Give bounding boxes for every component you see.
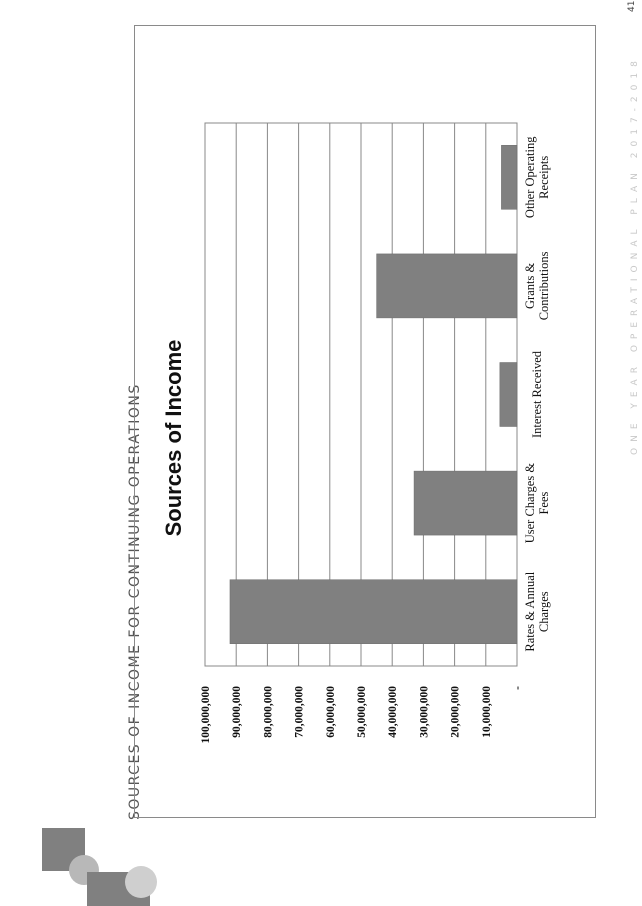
category-label: Charges: [537, 591, 551, 633]
category-label: Receipts: [537, 155, 551, 199]
category-label: Interest Received: [530, 350, 544, 439]
y-tick-label: -: [512, 686, 524, 690]
bar: [500, 363, 517, 427]
chart-title: Sources of Income: [161, 339, 186, 537]
y-tick-label: 40,000,000: [387, 686, 400, 738]
y-tick-label: 100,000,000: [200, 686, 212, 744]
page-number: 41: [627, 0, 637, 12]
bar: [414, 471, 517, 535]
y-tick-label: 10,000,000: [480, 686, 493, 738]
y-tick-label: 80,000,000: [262, 686, 275, 738]
category-label: Rates & Annual: [523, 571, 537, 652]
y-tick-label: 60,000,000: [324, 686, 337, 738]
page-footer: ONE YEAR OPERATIONAL PLAN 2017-2018: [630, 55, 640, 455]
y-tick-label: 50,000,000: [356, 686, 368, 738]
category-label: User Charges &: [523, 462, 537, 544]
y-tick-label: 30,000,000: [418, 686, 431, 738]
category-label: Fees: [537, 491, 551, 515]
bar: [501, 145, 517, 209]
category-label: Other Operating: [523, 136, 537, 219]
y-tick-label: 20,000,000: [449, 686, 462, 738]
y-tick-label: 90,000,000: [231, 686, 244, 738]
bar: [230, 580, 517, 644]
category-label: Contributions: [537, 251, 551, 321]
category-label: Grants &: [523, 262, 537, 309]
bar: [377, 254, 517, 318]
page-heading: SOURCES OF INCOME FOR CONTINUING OPERATIONS: [127, 383, 143, 820]
y-tick-label: 70,000,000: [293, 686, 306, 738]
